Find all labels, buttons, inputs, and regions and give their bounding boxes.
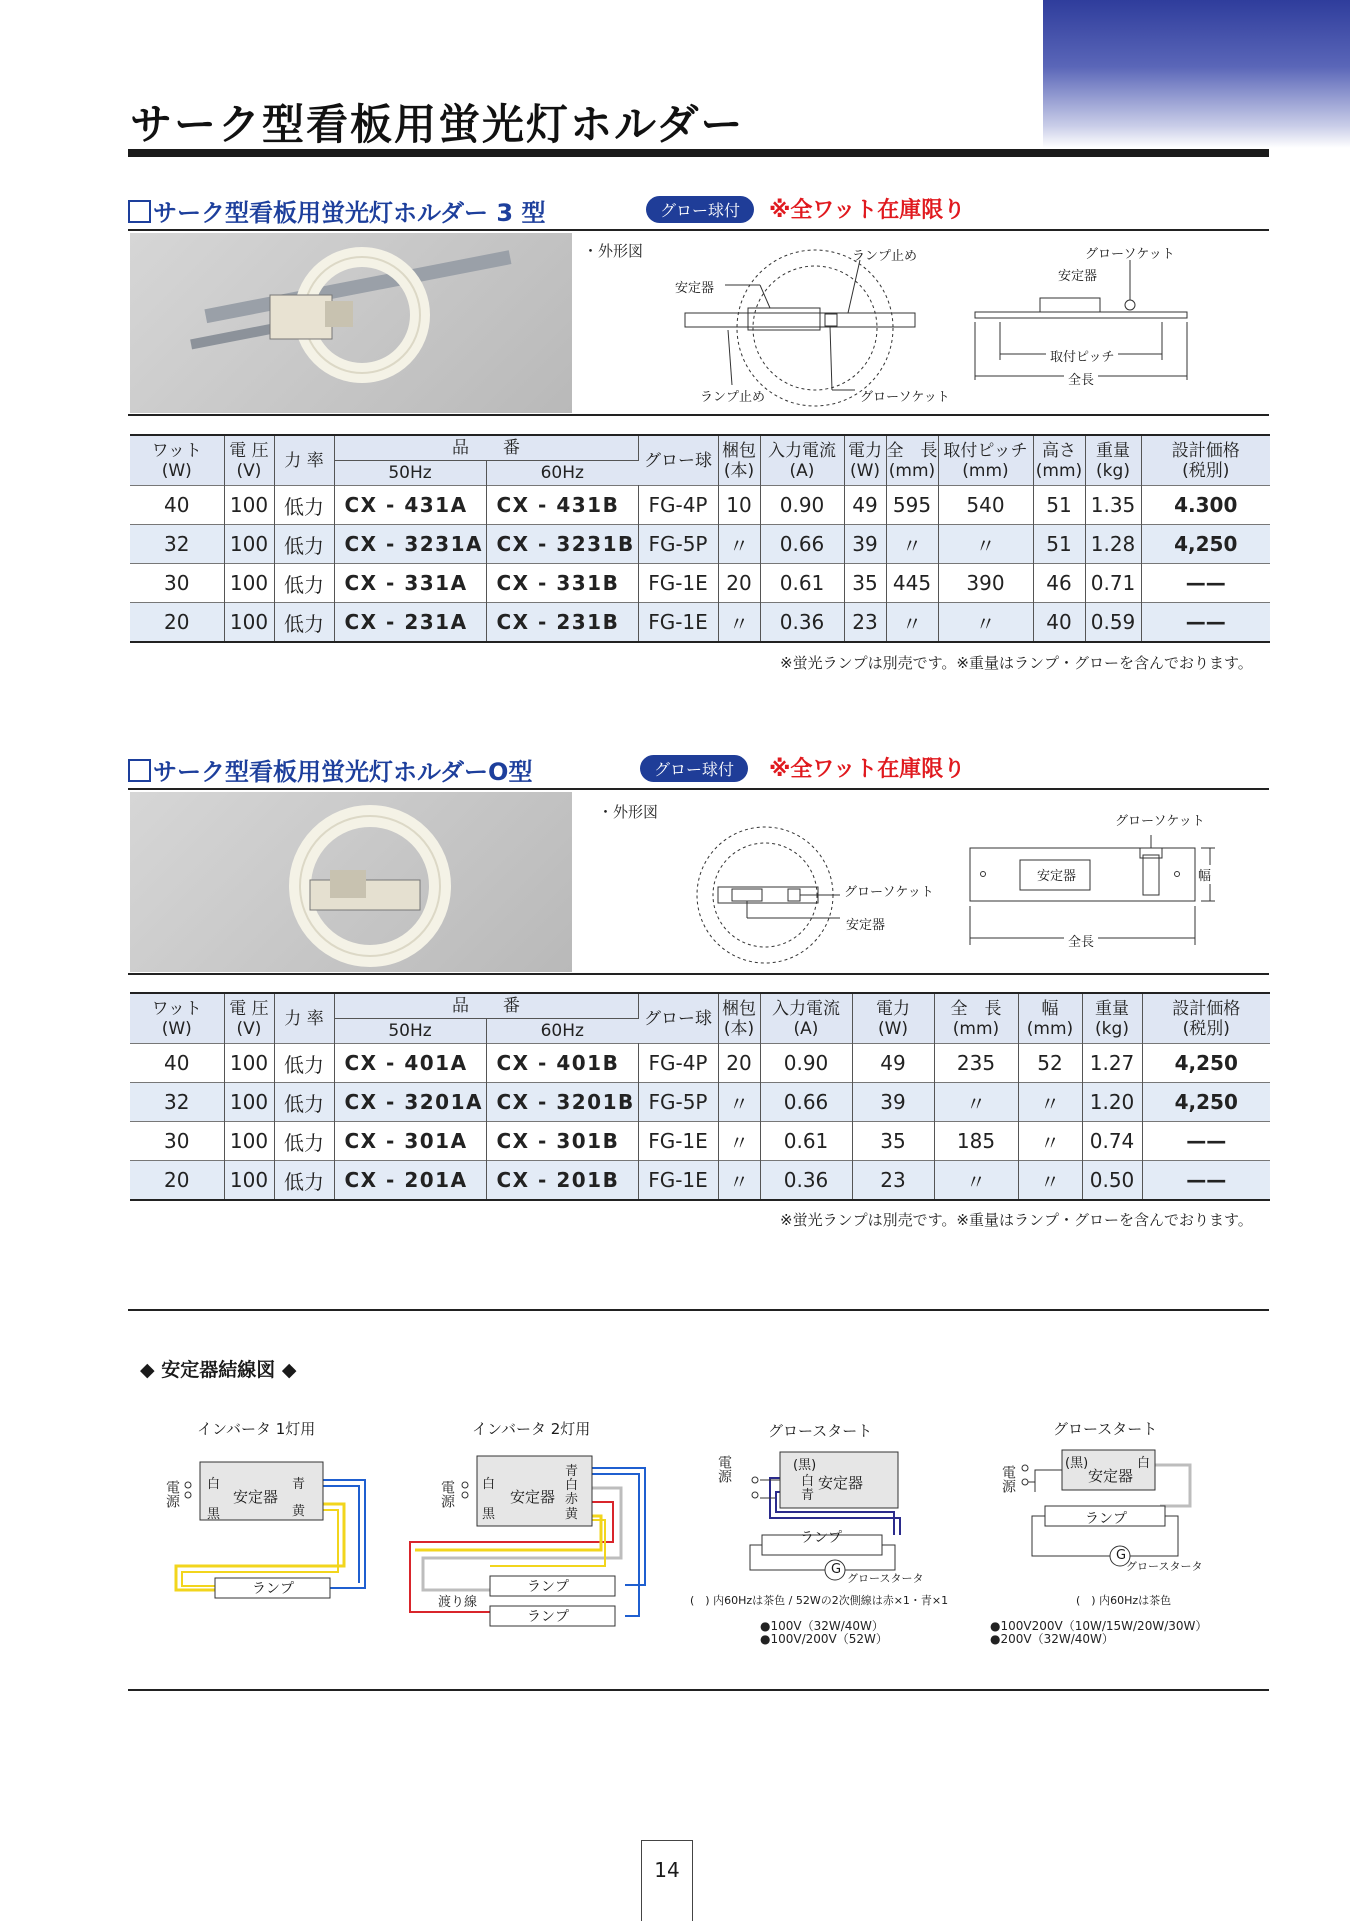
cell-part-60hz: CX - 231B [486,603,638,643]
cell-weight: 0.59 [1085,603,1141,643]
cell-watt: 30 [130,564,224,603]
cell-part-50hz: CX - 301A [334,1122,486,1161]
cell-pf: 低力 [274,1161,334,1201]
d4-note: ( ) 内60Hzは茶色 [1076,1594,1172,1607]
section-2-badge: グロー球付 [640,755,748,782]
cell-volt: 100 [224,1083,274,1122]
cell-length: 185 [934,1122,1018,1161]
th-power-unit: (W) [877,1018,909,1039]
cell-watt: 40 [130,1044,224,1083]
section-2-diagram-caption: ・外形図 [598,803,659,821]
th-current-unit: (A) [789,460,815,481]
th-60hz: 60Hz [486,1019,638,1044]
cell-pitch: 540 [938,486,1033,525]
th-pack: 梱包 [722,440,756,461]
d3-white: 白 [801,1474,815,1489]
d1-blue: 青 [292,1477,306,1492]
section-1-diagram-top [670,240,970,410]
cell-price: 4,250 [1141,525,1270,564]
cell-pack: 20 [718,564,760,603]
cell-watt: 32 [130,525,224,564]
th-glow: グロー球 [638,435,718,486]
th-power: 電力 [876,998,910,1019]
cell-height: 46 [1033,564,1085,603]
cell-current: 0.90 [760,486,844,525]
d1-white: 白 [207,1477,221,1492]
section-1-rule [128,229,1269,231]
cell-power: 35 [852,1122,934,1161]
th-width-unit: (mm) [1026,1018,1074,1039]
cell-price: 4.300 [1141,486,1270,525]
cell-watt: 30 [130,1122,224,1161]
cell-pack: 20 [718,1044,760,1083]
d3-power: 電源 [716,1455,732,1483]
section-2-title: サーク型看板用蛍光灯ホルダーO型 [128,752,532,787]
d4-spec-1: ●100V200V（10W/15W/20W/30W） [990,1619,1208,1633]
th-current: 入力電流 [772,998,840,1019]
cell-pack: 〃 [718,1122,760,1161]
cell-pitch: 390 [938,564,1033,603]
th-length-unit: (mm) [952,1018,1000,1039]
d1-lamp: ランプ [252,1581,294,1597]
d1-black: 黒 [207,1507,221,1522]
label-lamp-stop-top: ランプ止め [852,249,918,264]
cell-width: 〃 [1018,1161,1082,1201]
d4-ballast: 安定器 [1088,1467,1134,1485]
cell-price: 4,250 [1142,1083,1270,1122]
cell-glow: FG-1E [638,1161,718,1201]
label-glow-socket: グローソケット [844,885,934,900]
th-pf: 力 率 [274,993,334,1044]
d4-starter: グロースタータ [1126,1560,1203,1573]
cell-pack: 10 [718,486,760,525]
cell-pack: 〃 [718,1161,760,1201]
label-glow-socket-side: グローソケット [1115,814,1205,829]
cell-power: 23 [852,1161,934,1201]
th-width: 幅 [1041,998,1059,1019]
title-underline [128,149,1269,157]
th-pitch: 取付ピッチ [943,440,1028,461]
d4-spec-2: ●200V（32W/40W） [990,1632,1114,1646]
section-2-diagram-top [690,815,860,975]
cell-glow: FG-4P [638,1044,718,1083]
th-weight-unit: (kg) [1095,1018,1129,1039]
wiring-top-rule [128,1309,1269,1311]
section-1-diagram-side [970,240,1200,390]
cell-current: 0.66 [760,1083,852,1122]
section-1-badge: グロー球付 [646,196,754,223]
d3-title: グロースタート [768,1422,873,1440]
cell-current: 0.61 [760,1122,852,1161]
cell-pf: 低力 [274,525,334,564]
label-length: 全長 [1064,369,1098,388]
th-50hz: 50Hz [334,1019,486,1044]
th-part: 品 番 [334,993,638,1019]
cell-pack: 〃 [718,525,760,564]
d1-yellow: 黄 [292,1504,306,1519]
th-watt-unit: (W) [161,1018,192,1039]
cell-glow: FG-1E [638,1122,718,1161]
cell-height: 51 [1033,486,1085,525]
cell-length: 〃 [934,1161,1018,1201]
cell-pf: 低力 [274,564,334,603]
cell-weight: 1.28 [1085,525,1141,564]
th-price-unit: (税別) [1182,1018,1230,1039]
cell-length: 595 [886,486,938,525]
th-50hz: 50Hz [334,461,486,486]
d1-power: 電源 [164,1480,180,1508]
th-height-unit: (mm) [1035,460,1083,481]
th-volt-unit: (V) [236,1018,262,1039]
label-ballast-top: 安定器 [675,281,715,296]
cell-pf: 低力 [274,1044,334,1083]
cell-glow: FG-1E [638,564,718,603]
d3-black-paren: (黒) [793,1458,817,1473]
th-power-unit: (W) [849,460,881,481]
wiring-title: ◆ 安定器結線図 ◆ [140,1359,297,1381]
cell-length: 235 [934,1044,1018,1083]
th-pitch-unit: (mm) [962,460,1009,481]
cell-length: 〃 [886,525,938,564]
cell-part-60hz: CX - 301B [486,1122,638,1161]
page-number: 14 [641,1840,693,1921]
label-width: 幅 [1198,865,1211,884]
cell-volt: 100 [224,1161,274,1201]
cell-width: 52 [1018,1044,1082,1083]
d2-lamp-2: ランプ [527,1609,569,1625]
section-1-footnote: ※蛍光ランプは別売です。※重量はランプ・グローを含んでおります。 [780,654,1253,672]
page-title: サーク型看板用蛍光灯ホルダー [130,100,745,149]
d1-title: インバータ 1灯用 [197,1420,316,1438]
cell-volt: 100 [224,564,274,603]
label-lamp-stop-bottom: ランプ止め [700,390,766,405]
d3-ballast: 安定器 [818,1474,864,1492]
cell-weight: 1.27 [1082,1044,1142,1083]
th-current-unit: (A) [793,1018,819,1039]
cell-part-50hz: CX - 231A [334,603,486,643]
d3-blue: 青 [801,1488,815,1503]
section-1-diagram-caption: ・外形図 [583,242,644,260]
d3-spec-1: ●100V（32W/40W） [760,1619,884,1633]
cell-price: —— [1141,603,1270,643]
cell-volt: 100 [224,486,274,525]
section-1-spec-table [130,434,1270,643]
th-pf: 力 率 [274,435,334,486]
cell-power: 49 [844,486,886,525]
label-ballast-side: 安定器 [1058,269,1098,284]
d4-black-paren: (黒) [1065,1456,1089,1471]
th-60hz: 60Hz [486,461,638,486]
d2-yellow: 黄 [565,1507,579,1522]
corner-gradient [1043,0,1350,148]
cell-pf: 低力 [274,1122,334,1161]
th-weight: 重量 [1095,998,1129,1019]
th-length: 全 長 [950,998,1002,1019]
wiring-bottom-rule [128,1689,1269,1691]
d2-white-out: 白 [565,1478,579,1493]
d2-title: インバータ 2灯用 [472,1420,591,1438]
th-power: 電力 [848,440,882,461]
cell-width: 〃 [1018,1083,1082,1122]
cell-part-60hz: CX - 201B [486,1161,638,1201]
cell-weight: 0.50 [1082,1161,1142,1201]
section-1-title: サーク型看板用蛍光灯ホルダー 3 型 [128,193,545,228]
d2-jumper: 渡り線 [438,1595,478,1610]
th-pack-unit: (本) [723,1018,755,1039]
cell-power: 39 [844,525,886,564]
d3-spec-2: ●100V/200V（52W） [760,1632,888,1646]
cell-volt: 100 [224,1122,274,1161]
cell-current: 0.90 [760,1044,852,1083]
section-2-rule [128,788,1269,790]
cell-watt: 32 [130,1083,224,1122]
th-price-unit: (税別) [1182,460,1230,481]
th-weight-unit: (kg) [1096,460,1130,481]
cell-width: 〃 [1018,1122,1082,1161]
d2-blue: 青 [565,1464,579,1479]
cell-pitch: 〃 [938,603,1033,643]
cell-part-50hz: CX - 3231A [334,525,486,564]
d2-lamp-1: ランプ [527,1579,569,1595]
d4-g: G [1116,1548,1127,1563]
th-glow: グロー球 [638,993,718,1044]
d4-title: グロースタート [1053,1420,1158,1438]
th-volt: 電 圧 [229,440,269,461]
th-watt-unit: (W) [161,460,192,481]
cell-watt: 40 [130,486,224,525]
cell-part-50hz: CX - 431A [334,486,486,525]
th-pack: 梱包 [722,998,756,1019]
d3-note: ( ) 内60Hzは茶色 / 52Wの2次側線は赤×1・青×1 [690,1594,949,1607]
th-current: 入力電流 [768,440,836,461]
checkbox-square-icon [128,759,151,782]
cell-weight: 1.20 [1082,1083,1142,1122]
section-1-photo-rule [128,414,1269,416]
th-part: 品 番 [334,435,638,461]
d1-ballast: 安定器 [233,1488,279,1506]
cell-length: 〃 [886,603,938,643]
th-watt: ワット [151,998,202,1019]
cell-pack: 〃 [718,603,760,643]
cell-glow: FG-4P [638,486,718,525]
cell-price: —— [1141,564,1270,603]
cell-pitch: 〃 [938,525,1033,564]
cell-pf: 低力 [274,1083,334,1122]
cell-height: 40 [1033,603,1085,643]
label-ballast-side: 安定器 [1037,869,1077,884]
cell-volt: 100 [224,1044,274,1083]
cell-height: 51 [1033,525,1085,564]
d4-power: 電源 [1000,1465,1016,1493]
cell-price: —— [1142,1161,1270,1201]
th-price: 設計価格 [1172,998,1241,1019]
cell-current: 0.66 [760,525,844,564]
cell-glow: FG-1E [638,603,718,643]
section-2-footnote: ※蛍光ランプは別売です。※重量はランプ・グローを含んでおります。 [780,1211,1253,1229]
cell-pack: 〃 [718,1083,760,1122]
section-1-stock-note: ※全ワット在庫限り [769,198,966,223]
cell-length: 〃 [934,1083,1018,1122]
d2-black: 黒 [482,1507,496,1522]
cell-pf: 低力 [274,486,334,525]
cell-power: 49 [852,1044,934,1083]
d3-g: G [831,1562,842,1577]
d4-lamp: ランプ [1085,1511,1127,1527]
label-ballast: 安定器 [846,918,886,933]
label-length: 全長 [1064,931,1098,950]
cell-part-60hz: CX - 331B [486,564,638,603]
th-length-unit: (mm) [888,460,936,481]
th-length: 全 長 [886,440,938,461]
section-2-product-photo [130,792,572,972]
th-watt: ワット [151,440,202,461]
cell-length: 445 [886,564,938,603]
d2-power: 電源 [439,1480,455,1508]
cell-current: 0.36 [760,603,844,643]
th-price: 設計価格 [1171,440,1240,461]
section-2-photo-rule [128,973,1269,975]
cell-watt: 20 [130,603,224,643]
section-2-spec-table [130,992,1270,1201]
cell-power: 39 [852,1083,934,1122]
label-glow-socket-bottom: グローソケット [860,390,950,405]
cell-price: 4,250 [1142,1044,1270,1083]
cell-current: 0.61 [760,564,844,603]
cell-part-60hz: CX - 431B [486,486,638,525]
cell-part-50hz: CX - 3201A [334,1083,486,1122]
cell-part-50hz: CX - 201A [334,1161,486,1201]
cell-part-60hz: CX - 3231B [486,525,638,564]
th-height: 高さ [1042,440,1076,461]
th-volt-unit: (V) [236,460,262,481]
section-1-product-photo [130,233,572,413]
cell-glow: FG-5P [638,1083,718,1122]
d3-starter: グロースタータ [847,1572,924,1585]
cell-weight: 0.74 [1082,1122,1142,1161]
cell-weight: 1.35 [1085,486,1141,525]
th-weight: 重量 [1096,440,1130,461]
cell-watt: 20 [130,1161,224,1201]
label-pitch: 取付ピッチ [1046,346,1118,365]
cell-part-50hz: CX - 401A [334,1044,486,1083]
cell-glow: FG-5P [638,525,718,564]
cell-volt: 100 [224,525,274,564]
cell-part-60hz: CX - 3201B [486,1083,638,1122]
d2-white: 白 [482,1477,496,1492]
section-2-stock-note: ※全ワット在庫限り [769,757,966,782]
d2-red: 赤 [565,1492,579,1507]
cell-price: —— [1142,1122,1270,1161]
cell-power: 35 [844,564,886,603]
label-glow-socket-side: グローソケット [1085,247,1175,262]
cell-volt: 100 [224,603,274,643]
cell-part-60hz: CX - 401B [486,1044,638,1083]
d2-ballast: 安定器 [510,1488,556,1506]
d3-lamp: ランプ [800,1530,842,1546]
cell-pf: 低力 [274,603,334,643]
checkbox-square-icon [128,200,151,223]
cell-part-50hz: CX - 331A [334,564,486,603]
th-volt: 電 圧 [229,998,269,1019]
cell-power: 23 [844,603,886,643]
d4-white: 白 [1137,1456,1151,1471]
section-2-diagram-side [965,810,1225,950]
cell-current: 0.36 [760,1161,852,1201]
cell-weight: 0.71 [1085,564,1141,603]
th-pack-unit: (本) [723,460,755,481]
